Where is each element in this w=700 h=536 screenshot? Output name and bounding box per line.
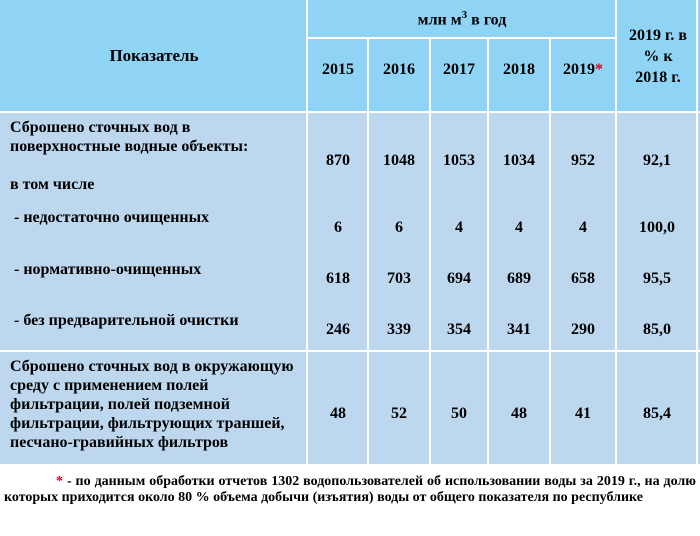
row-label-filtration: [10, 357, 294, 452]
grid-line: [549, 38, 551, 466]
year-2019: [550, 61, 616, 79]
unit-suffix: в год: [467, 11, 507, 29]
row-label-insufficient: - недостаточно очищенных: [10, 209, 210, 226]
value-surface-2018: 1034: [503, 152, 535, 169]
row-label-line: фильтрации, фильтрующих траншей,: [10, 415, 285, 432]
value-insufficient-2018: 4: [515, 219, 523, 236]
header-ratio: [616, 0, 700, 112]
row-label-untreated: - без предварительной очистки: [10, 312, 239, 329]
value-surface-2019: 952: [571, 152, 595, 169]
row-label-line: Сброшено сточных вод в окружающую: [10, 358, 294, 375]
grid-line: [308, 37, 616, 39]
year-2018: 2018: [503, 61, 535, 78]
header-indicator-label: Показатель: [109, 46, 199, 65]
header-unit-label: [418, 9, 507, 29]
value-surface-2015: 870: [326, 152, 350, 169]
grid-line: [0, 464, 700, 466]
header-unit: [308, 0, 616, 38]
grid-line: [487, 38, 489, 466]
value-untreated-2017: 354: [447, 321, 471, 338]
value-insufficient-2019: 4: [579, 219, 587, 236]
ratio-normative: 95,5: [643, 270, 671, 287]
year-2017: 2017: [443, 61, 475, 78]
year-2019-label: 2019: [563, 61, 595, 78]
ratio-line-2: % к: [643, 47, 673, 65]
value-surface-2017: 1053: [443, 152, 475, 169]
ratio-untreated: 85,0: [643, 321, 671, 338]
value-filtration-2015: 48: [330, 405, 346, 422]
footnote-text: - по данным обработки отчетов 1302 водопользователей об использовании воды за 2019 г., на долю которых приходится около 80 % объема добычи (изъятия) воды от общего показателя по республике: [4, 474, 696, 505]
value-normative-2017: 694: [447, 270, 471, 287]
value-filtration-2017: 50: [451, 405, 467, 422]
ratio-line-3: 2018 г.: [635, 68, 681, 86]
grid-line: [0, 111, 700, 113]
value-filtration-2016: 52: [391, 405, 407, 422]
unit-prefix: млн м: [417, 11, 462, 29]
year-2019-asterisk: *: [595, 61, 603, 78]
grid-line: [429, 38, 431, 466]
value-filtration-2019: 41: [575, 405, 591, 422]
value-insufficient-2016: 6: [395, 219, 403, 236]
unit-sup: 3: [461, 8, 468, 21]
row-label-line: Сброшено сточных вод в: [10, 119, 191, 136]
value-untreated-2016: 339: [387, 321, 411, 338]
value-untreated-2015: 246: [326, 321, 350, 338]
footnote: [4, 474, 696, 506]
row-label-normative: - нормативно-очищенных: [10, 261, 202, 278]
year-2015: 2015: [322, 61, 354, 78]
year-2016: 2016: [383, 61, 415, 78]
value-insufficient-2017: 4: [455, 219, 463, 236]
ratio-filtration: 85,4: [643, 405, 671, 422]
grid-line: [0, 350, 700, 352]
value-normative-2018: 689: [507, 270, 531, 287]
value-normative-2019: 658: [571, 270, 595, 287]
ratio-insufficient: 100,0: [639, 219, 675, 236]
row-label-line: фильтрации, полей подземной: [10, 396, 230, 413]
value-untreated-2019: 290: [571, 321, 595, 338]
row-label-including: в том числе: [10, 176, 95, 193]
value-filtration-2018: 48: [511, 405, 527, 422]
row-label-line: среду с применением полей: [10, 377, 209, 394]
value-surface-2016: 1048: [383, 152, 415, 169]
value-insufficient-2015: 6: [334, 219, 342, 236]
grid-line: [367, 38, 369, 466]
ratio-line-1: 2019 г. в: [628, 26, 688, 44]
ratio-surface: 92,1: [643, 152, 671, 169]
header-indicator: [0, 0, 308, 112]
value-normative-2016: 703: [387, 270, 411, 287]
value-untreated-2018: 341: [507, 321, 531, 338]
footnote-asterisk: *: [56, 474, 63, 489]
row-label-surface: [10, 118, 248, 156]
value-normative-2015: 618: [326, 270, 350, 287]
row-label-line: поверхностные водные объекты:: [10, 138, 249, 155]
row-label-line: песчано-гравийных фильтров: [10, 434, 229, 451]
